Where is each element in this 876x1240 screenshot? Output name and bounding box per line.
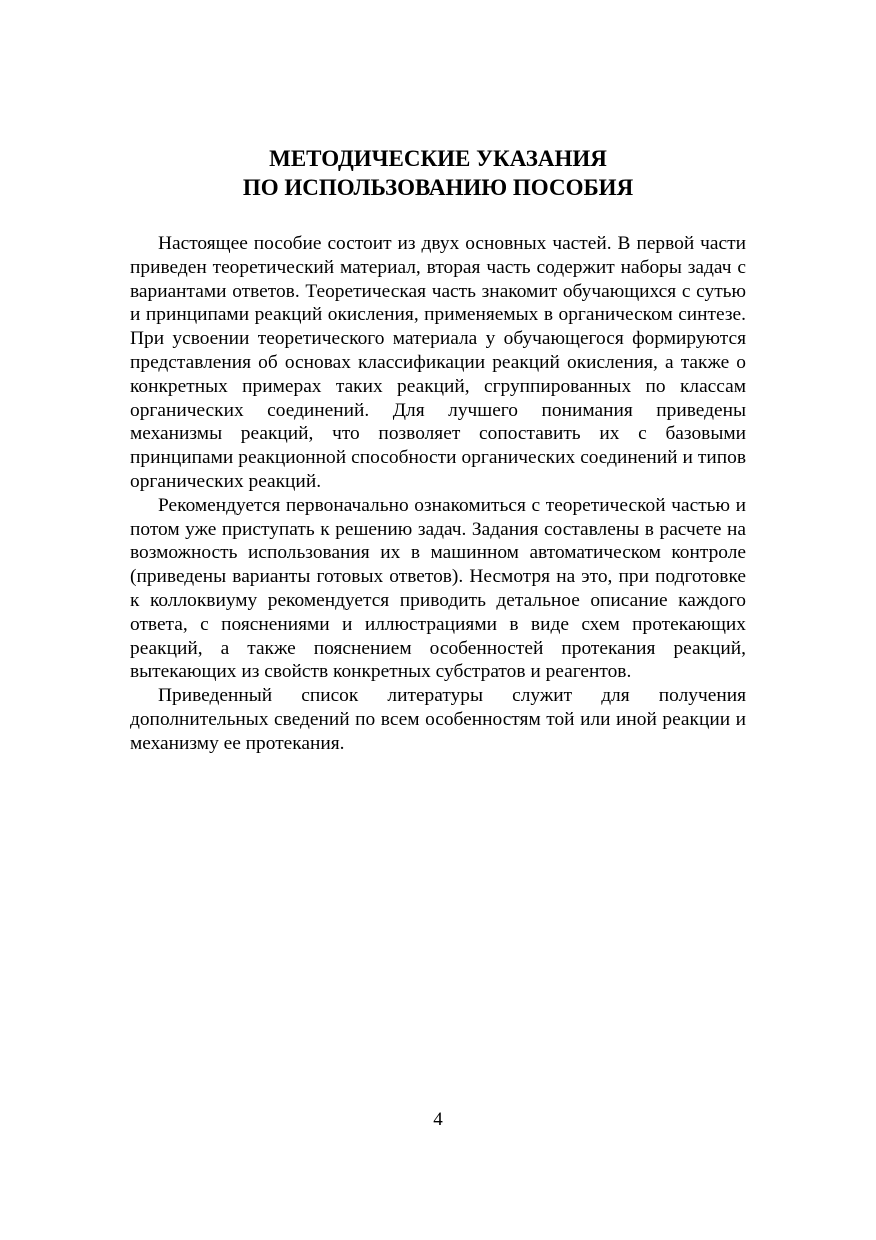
body-text — [130, 232, 746, 756]
title-line-2: ПО ИСПОЛЬЗОВАНИЮ ПОСОБИЯ — [242, 175, 634, 200]
page-number: 4 — [433, 1109, 443, 1130]
title-line-1: МЕТОДИЧЕСКИЕ УКАЗАНИЯ — [269, 146, 607, 171]
paragraph-intro: Настоящее пособие состоит из двух основных частей. В первой части приведен теоретический материал, вторая часть содержит наборы задач с вариантами ответов. Теоретическая часть знакомит обучающихся с сутью и принципами реакций окисления, применяемых в органическом синтезе. При усвоении теоретического материала у обучающегося формируются представления об основах классификации реакций окисления, а также о конкретных примерах таких реакций, сгруппированных по классам органических соединений. Для лучшего понимания приведены механизмы реакций, что позволяет сопоставить их с базовыми принципами реакционной способности органических соединений и типов органических реакций. — [130, 233, 746, 492]
page-title — [130, 144, 746, 202]
paragraph-recommendation: Рекомендуется первоначально ознакомиться с теоретической частью и потом уже приступать к решению задач. Задания составлены в расчете на возможность использования их в машинном автоматическом контроле (приведены варианты готовых ответов). Несмотря на это, при подготовке к коллоквиуму рекомендуется приводить детальное описание каждого ответа, с пояснениями и иллюстрациями в виде схем протекающих реакций, а также пояснением особенностей протекания реакций, вытекающих из свойств конкретных субстратов и реагентов. — [130, 494, 746, 683]
paragraph-literature: Приведенный список литературы служит для получения дополнительных сведений по всем особенностям той или иной реакции и механизму ее протекания. — [130, 685, 746, 754]
